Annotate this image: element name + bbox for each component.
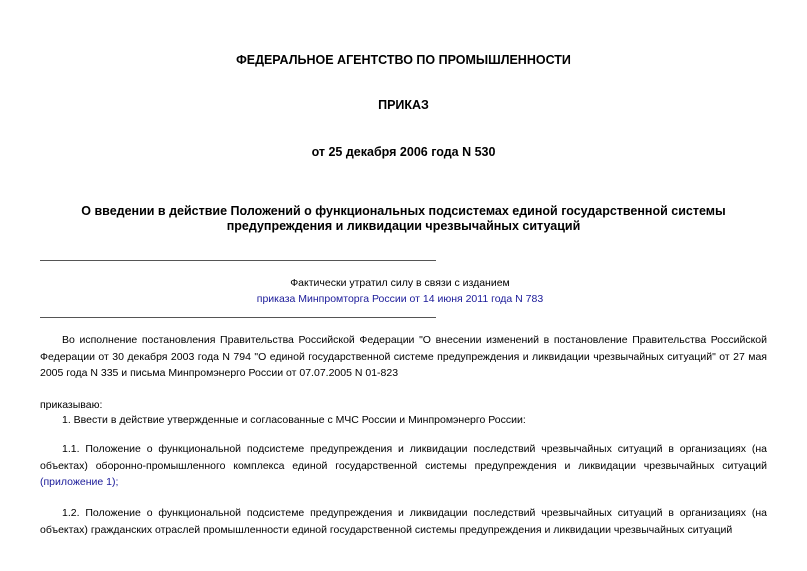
divider-top [40, 260, 436, 261]
item-1-1-text: 1.1. Положение о функциональной подсистеме предупреждения и ликвидации последствий чрезвычайных ситуаций в организациях (на объектах) оборонно-промышленного комплекса единой государственной системы предупреждения и ликвидации чрезвычайных ситуаций [40, 443, 767, 472]
status-note-link-line [200, 292, 600, 306]
appendix-1-link[interactable]: (приложение 1); [40, 476, 119, 488]
intro-paragraph: Во исполнение постановления Правительства Российской Федерации "О внесении изменений в постановление Правительства Российской Федерации от 30 декабря 2003 года N 794 "О единой государственной системе предупреждения и ликвидации чрезвычайных ситуаций" от 27 мая 2005 года N 335 и письма Минпромэнерго России от 07.07.2005 N 01-823 [40, 334, 767, 379]
document-subject: О введении в действие Положений о функциональных подсистемах единой государственной системы предупреждения и ликвидации чрезвычайных ситуаций [81, 204, 726, 233]
divider-bottom [40, 317, 436, 318]
document-date-number: от 25 декабря 2006 года N 530 [311, 145, 496, 159]
item-1-1-paragraph [40, 441, 767, 491]
order-word: приказываю: [40, 399, 103, 411]
repeal-order-link[interactable]: приказа Минпромторга России от 14 июня 2011 года N 783 [256, 293, 544, 305]
item-1-2-paragraph: 1.2. Положение о функциональной подсистеме предупреждения и ликвидации последствий чрезвычайных ситуаций в организациях (на объектах) гражданских отраслей промышленности единой государственной системы предупреждения и ликвидации чрезвычайных ситуаций [40, 507, 767, 536]
document-type: ПРИКАЗ [378, 98, 429, 112]
agency-title: ФЕДЕРАЛЬНОЕ АГЕНТСТВО ПО ПРОМЫШЛЕННОСТИ [236, 53, 571, 67]
item-1-paragraph: 1. Ввести в действие утвержденные и согласованные с МЧС России и Минпромэнерго России: [62, 414, 526, 426]
status-note-text: Фактически утратил силу в связи с изданием [290, 277, 510, 289]
